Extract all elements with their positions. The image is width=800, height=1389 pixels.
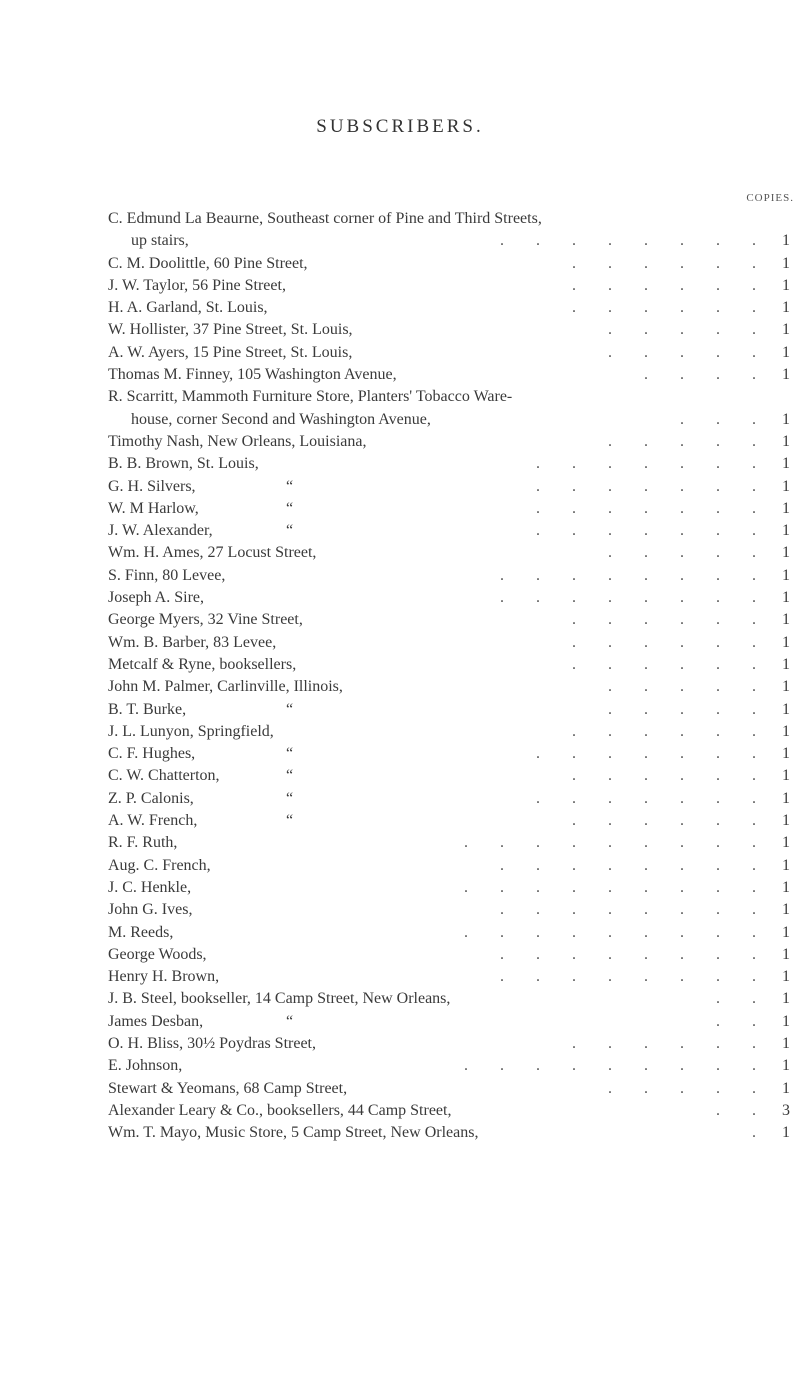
subscriber-entry-line: [108, 342, 790, 364]
ditto-mark: “: [286, 499, 294, 517]
copies-count: 1: [782, 432, 790, 450]
subscriber-name: George Myers, 32 Vine Street,: [108, 611, 303, 629]
subscriber-entry-line: [108, 922, 790, 944]
subscriber-entry-line: [108, 453, 790, 475]
copies-count: 1: [782, 878, 790, 896]
subscriber-name: Thomas M. Finney, 105 Washington Avenue,: [108, 366, 397, 384]
copies-count: 3: [782, 1101, 790, 1119]
subscriber-name: John M. Palmer, Carlinville, Illinois,: [108, 678, 343, 696]
subscriber-entry-line: [108, 431, 790, 453]
subscriber-name: house, corner Second and Washington Avenue,: [131, 410, 431, 428]
leader-dots: . . . . . .: [572, 1034, 770, 1052]
subscriber-name: J. W. Alexander,: [108, 522, 213, 540]
subscriber-name: S. Finn, 80 Levee,: [108, 566, 226, 584]
subscriber-entry-line: [108, 944, 790, 966]
copies-count: 1: [782, 745, 790, 763]
leader-dots: . . . . . . . . .: [464, 923, 770, 941]
leader-dots: . . . . . . .: [536, 789, 770, 807]
subscriber-entry-line: [108, 409, 790, 431]
leader-dots: . . . . . .: [572, 276, 770, 294]
leader-dots: . . . . .: [608, 343, 770, 361]
copies-count: 1: [782, 678, 790, 696]
copies-count: 1: [782, 901, 790, 919]
subscriber-entry-line: [108, 632, 790, 654]
subscriber-entry-line: [108, 542, 790, 564]
subscriber-entry-line: [108, 721, 790, 743]
subscriber-name: O. H. Bliss, 30½ Poydras Street,: [108, 1034, 316, 1052]
leader-dots: . . . . . . .: [536, 745, 770, 763]
leader-dots: . . . . . .: [572, 767, 770, 785]
copies-count: 1: [782, 655, 790, 673]
subscriber-entry-line: [108, 1078, 790, 1100]
subscriber-entry-line: [108, 810, 790, 832]
subscriber-name: J. L. Lunyon, Springfield,: [108, 722, 274, 740]
ditto-mark: “: [286, 789, 294, 807]
copies-column-header: COPIES.: [746, 192, 794, 204]
subscriber-entry-line: [108, 498, 790, 520]
subscriber-entry-line: [108, 699, 790, 721]
copies-count: 1: [782, 321, 790, 339]
subscriber-name: Wm. B. Barber, 83 Levee,: [108, 633, 277, 651]
subscriber-entry-line: [108, 364, 790, 386]
subscriber-list: [108, 208, 790, 1144]
leader-dots: . . . . .: [608, 678, 770, 696]
copies-count: 1: [782, 1012, 790, 1030]
leader-dots: . . . . . . .: [536, 499, 770, 517]
ditto-mark: “: [286, 745, 294, 763]
copies-count: 1: [782, 789, 790, 807]
leader-dots: . . . . . . . .: [500, 589, 770, 607]
subscriber-entry-line: [108, 275, 790, 297]
subscriber-entry-line: [108, 1122, 790, 1144]
copies-count: 1: [782, 477, 790, 495]
subscriber-entry-line: [108, 386, 790, 408]
ditto-mark: “: [286, 700, 294, 718]
copies-count: 1: [782, 1124, 790, 1142]
subscriber-name: J. W. Taylor, 56 Pine Street,: [108, 276, 286, 294]
subscriber-name: H. A. Garland, St. Louis,: [108, 299, 268, 317]
subscriber-name: J. C. Henkle,: [108, 878, 192, 896]
subscriber-name: George Woods,: [108, 945, 207, 963]
copies-count: 1: [782, 968, 790, 986]
subscriber-entry-line: [108, 230, 790, 252]
copies-count: 1: [782, 455, 790, 473]
copies-count: 1: [782, 767, 790, 785]
subscriber-name: Aug. C. French,: [108, 856, 211, 874]
leader-dots: . . . . . .: [572, 812, 770, 830]
subscriber-entry-line: [108, 587, 790, 609]
subscriber-name: Metcalf & Ryne, booksellers,: [108, 655, 297, 673]
copies-count: 1: [782, 566, 790, 584]
subscriber-entry-line: [108, 676, 790, 698]
ditto-mark: “: [286, 812, 294, 830]
leader-dots: . . . . . . . .: [500, 945, 770, 963]
leader-dots: . . . . . . . .: [500, 968, 770, 986]
leader-dots: . . . . .: [608, 544, 770, 562]
copies-count: 1: [782, 232, 790, 250]
subscriber-entry-line: [108, 208, 790, 230]
subscriber-entry-line: [108, 609, 790, 631]
leader-dots: . . . . . . . .: [500, 232, 770, 250]
subscriber-entry-line: [108, 476, 790, 498]
leader-dots: . . . . .: [608, 432, 770, 450]
subscriber-name: A. W. Ayers, 15 Pine Street, St. Louis,: [108, 343, 353, 361]
leader-dots: . . . . . .: [572, 655, 770, 673]
copies-count: 1: [782, 366, 790, 384]
subscriber-entry-line: [108, 765, 790, 787]
subscriber-name: M. Reeds,: [108, 923, 174, 941]
copies-count: 1: [782, 834, 790, 852]
subscriber-entry-line: [108, 832, 790, 854]
subscriber-name: B. T. Burke,: [108, 700, 187, 718]
subscriber-name: Stewart & Yeomans, 68 Camp Street,: [108, 1079, 348, 1097]
copies-count: 1: [782, 299, 790, 317]
copies-count: 1: [782, 611, 790, 629]
leader-dots: . . .: [680, 410, 770, 428]
copies-count: 1: [782, 722, 790, 740]
leader-dots: . . . . . .: [572, 611, 770, 629]
subscriber-name: Joseph A. Sire,: [108, 589, 204, 607]
subscriber-entry-line: [108, 855, 790, 877]
subscriber-name: Timothy Nash, New Orleans, Louisiana,: [108, 432, 367, 450]
leader-dots: . . . . . . .: [536, 455, 770, 473]
copies-count: 1: [782, 990, 790, 1008]
leader-dots: . . . . .: [608, 1079, 770, 1097]
leader-dots: . . . . . . .: [536, 522, 770, 540]
subscriber-name: W. M Harlow,: [108, 499, 199, 517]
subscriber-name: B. B. Brown, St. Louis,: [108, 455, 259, 473]
leader-dots: . . . . . . . . .: [464, 878, 770, 896]
leader-dots: . .: [716, 1012, 770, 1030]
copies-count: 1: [782, 499, 790, 517]
ditto-mark: “: [286, 522, 294, 540]
subscriber-entry-line: [108, 988, 790, 1010]
subscriber-entry-line: [108, 253, 790, 275]
subscriber-name: R. F. Ruth,: [108, 834, 178, 852]
subscriber-name: C. Edmund La Beaurne, Southeast corner of Pine and Third Streets,: [108, 210, 542, 227]
copies-count: 1: [782, 700, 790, 718]
subscriber-entry-line: [108, 966, 790, 988]
leader-dots: .: [752, 1124, 770, 1142]
leader-dots: . . . . .: [608, 321, 770, 339]
copies-count: 1: [782, 1079, 790, 1097]
subscriber-entry-line: [108, 297, 790, 319]
leader-dots: . . . . . .: [572, 299, 770, 317]
ditto-mark: “: [286, 767, 294, 785]
subscriber-name: C. F. Hughes,: [108, 745, 196, 763]
leader-dots: . . . .: [644, 366, 770, 384]
leader-dots: . . . . . . . .: [500, 566, 770, 584]
leader-dots: . . . . . . .: [536, 477, 770, 495]
subscriber-name: E. Johnson,: [108, 1057, 183, 1075]
ditto-mark: “: [286, 1012, 294, 1030]
subscriber-entry-line: [108, 877, 790, 899]
subscriber-entry-line: [108, 1033, 790, 1055]
subscriber-name: R. Scarritt, Mammoth Furniture Store, Planters' Tobacco Ware-: [108, 388, 513, 406]
leader-dots: . . . . .: [608, 700, 770, 718]
leader-dots: . . . . . . . .: [500, 856, 770, 874]
leader-dots: . . . . . .: [572, 722, 770, 740]
copies-count: 1: [782, 589, 790, 607]
subscriber-name: Alexander Leary & Co., booksellers, 44 Camp Street,: [108, 1101, 452, 1119]
subscriber-entry-line: [108, 899, 790, 921]
subscriber-name: C. M. Doolittle, 60 Pine Street,: [108, 254, 308, 272]
subscriber-entry-line: [108, 788, 790, 810]
copies-count: 1: [782, 1057, 790, 1075]
copies-count: 1: [782, 812, 790, 830]
copies-count: 1: [782, 276, 790, 294]
copies-count: 1: [782, 1034, 790, 1052]
copies-count: 1: [782, 923, 790, 941]
copies-count: 1: [782, 856, 790, 874]
subscriber-entry-line: [108, 743, 790, 765]
subscriber-name: C. W. Chatterton,: [108, 767, 220, 785]
leader-dots: . . . . . .: [572, 633, 770, 651]
copies-count: 1: [782, 254, 790, 272]
subscriber-name: W. Hollister, 37 Pine Street, St. Louis,: [108, 321, 353, 339]
subscriber-name: James Desban,: [108, 1012, 204, 1030]
page-title: SUBSCRIBERS.: [316, 116, 484, 137]
subscriber-name: Wm. T. Mayo, Music Store, 5 Camp Street, New Orleans,: [108, 1124, 479, 1142]
copies-count: 1: [782, 544, 790, 562]
leader-dots: . . . . . . . . .: [464, 834, 770, 852]
subscriber-name: J. B. Steel, bookseller, 14 Camp Street, New Orleans,: [108, 990, 451, 1008]
leader-dots: . . . . . . . .: [500, 901, 770, 919]
copies-count: 1: [782, 945, 790, 963]
subscriber-name: Z. P. Calonis,: [108, 789, 194, 807]
leader-dots: . . . . . .: [572, 254, 770, 272]
copies-count: 1: [782, 522, 790, 540]
subscriber-entry-line: [108, 1055, 790, 1077]
subscriber-name: G. H. Silvers,: [108, 477, 196, 495]
leader-dots: . .: [716, 1101, 770, 1119]
subscriber-name: Wm. H. Ames, 27 Locust Street,: [108, 544, 317, 562]
subscriber-entry-line: [108, 565, 790, 587]
subscriber-entry-line: [108, 1100, 790, 1122]
subscriber-name: A. W. French,: [108, 812, 198, 830]
copies-count: 1: [782, 633, 790, 651]
subscriber-name: up stairs,: [131, 232, 189, 250]
subscriber-entry-line: [108, 654, 790, 676]
copies-count: 1: [782, 410, 790, 428]
subscriber-entry-line: [108, 319, 790, 341]
subscriber-entry-line: [108, 520, 790, 542]
leader-dots: . .: [716, 990, 770, 1008]
ditto-mark: “: [286, 477, 294, 495]
subscriber-name: Henry H. Brown,: [108, 968, 220, 986]
leader-dots: . . . . . . . . .: [464, 1057, 770, 1075]
copies-count: 1: [782, 343, 790, 361]
subscriber-entry-line: [108, 1011, 790, 1033]
subscriber-name: John G. Ives,: [108, 901, 193, 919]
